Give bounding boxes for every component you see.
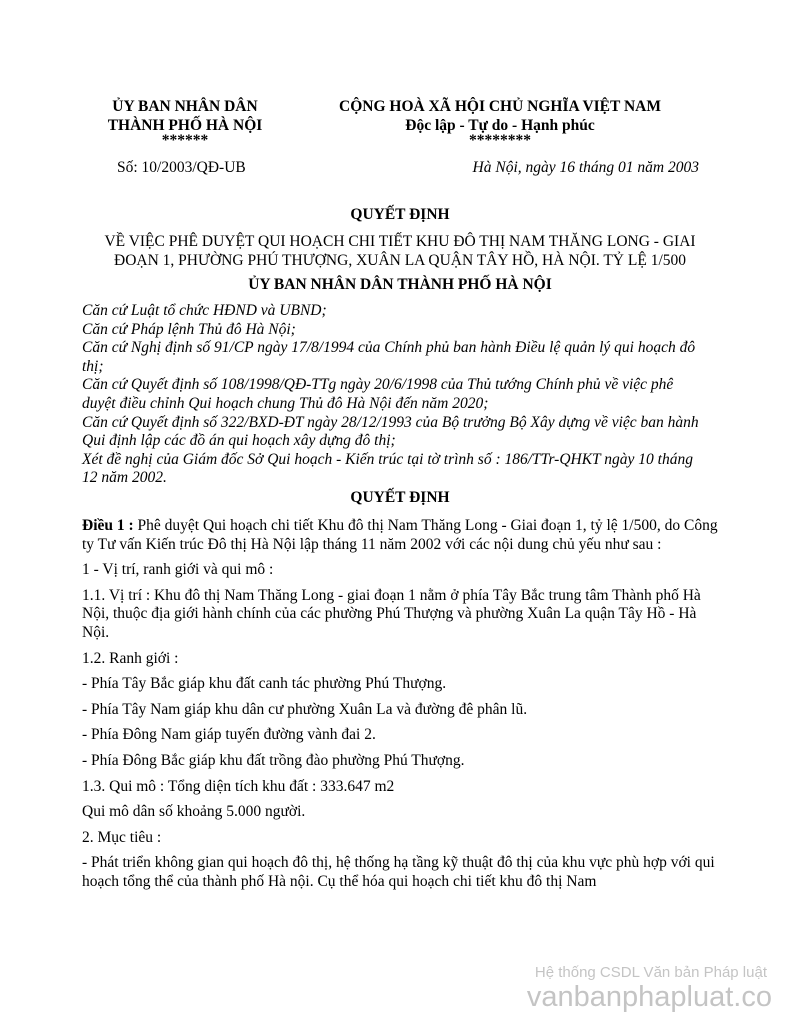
article-1-text: Phê duyệt Qui hoạch chi tiết Khu đô thị Nam Thăng Long - Giai đoạn 1, tỷ lệ 1/500, do Công ty Tư vấn Kiến trúc Đô thị Hà Nội lập tháng 11 năm 2002 với các nội dung chủ yếu như sau :	[82, 517, 718, 553]
issuer-city: THÀNH PHỐ HÀ NỘI	[107, 117, 263, 134]
subject-line-2: ĐOẠN 1, PHƯỜNG PHÚ THƯỢNG, XUÂN LA QUẬN TÂY HỒ, HÀ NỘI. TỶ LỆ 1/500	[114, 252, 686, 269]
issuer-name: ỦY BAN NHÂN DÂN	[112, 98, 258, 115]
basis-item: Căn cứ Quyết định số 108/1998/QĐ-TTg ngày 20/6/1998 của Thủ tướng Chính phủ về việc phê duyệt điều chỉnh Qui hoạch chung Thủ đô Hà Nội đến năm 2020;	[82, 376, 674, 412]
body-paragraph: - Phía Tây Bắc giáp khu đất canh tác phường Phú Thượng.	[82, 675, 447, 693]
legal-basis	[82, 302, 702, 488]
watermark-caption: Hệ thống CSDL Văn bản Pháp luật	[534, 964, 767, 981]
motto-stars: ********	[469, 132, 531, 149]
article-1-label: Điều 1 :	[82, 517, 134, 534]
basis-item: Căn cứ Nghị định số 91/CP ngày 17/8/1994 của Chính phủ ban hành Điều lệ quản lý qui hoạch đô thị;	[82, 339, 696, 375]
body-paragraph: - Phía Tây Nam giáp khu dân cư phường Xuân La và đường đê phân lũ.	[82, 700, 528, 718]
body-paragraph: - Phát triển không gian qui hoạch đô thị, hệ thống hạ tầng kỹ thuật đô thị của khu vực phù hợp với qui hoạch tổng thể của thành phố Hà nội. Cụ thể hóa qui hoạch chi tiết khu đô thị Nam	[82, 854, 715, 890]
body-paragraph: Qui mô dân số khoảng 5.000 người.	[82, 803, 306, 821]
body-paragraph: 1.1. Vị trí : Khu đô thị Nam Thăng Long - giai đoạn 1 nằm ở phía Tây Bắc trung tâm Thành phố Hà Nội, thuộc địa giới hành chính của các phường Phú Thượng và phường Xuân La quận Tây Hồ - Hà Nội.	[82, 586, 701, 641]
issuer-block	[95, 97, 275, 147]
document-title: QUYẾT ĐỊNH	[350, 206, 450, 223]
motto: Độc lập - Tự do - Hạnh phúc	[405, 117, 595, 134]
body-paragraph: - Phía Đông Nam giáp tuyến đường vành đai 2.	[82, 726, 376, 744]
basis-item: Căn cứ Pháp lệnh Thủ đô Hà Nội;	[82, 320, 296, 338]
national-motto-block	[300, 97, 700, 147]
basis-item: Căn cứ Quyết định số 322/BXD-ĐT ngày 28/12/1993 của Bộ trưởng Bộ Xây dựng về việc ban hành Qui định lập các đồ án qui hoạch xây dựng đô thị;	[82, 413, 699, 450]
document-subject	[90, 232, 710, 270]
body-paragraph: 2. Mục tiêu :	[82, 828, 162, 846]
basis-item: Xét đề nghị của Giám đốc Sở Qui hoạch - Kiến trúc tại tờ trình số : 186/TTr-QHKT ngày 10 tháng 12 năm 2002.	[82, 450, 693, 487]
basis-item: Căn cứ Luật tổ chức HĐND và UBND;	[82, 302, 327, 319]
watermark-site: vanbanphapluat.co	[526, 981, 772, 1013]
document-body	[82, 517, 722, 899]
body-paragraph: 1.2. Ranh giới :	[82, 649, 179, 667]
country-name: CỘNG HOÀ XÃ HỘI CHỦ NGHĨA VIỆT NAM	[339, 98, 661, 115]
document-number: Số: 10/2003/QĐ-UB	[117, 159, 246, 176]
document-date: Hà Nội, ngày 16 tháng 01 năm 2003	[472, 159, 699, 176]
subject-line-1: VỀ VIỆC PHÊ DUYỆT QUI HOẠCH CHI TIẾT KHU ĐÔ THỊ NAM THĂNG LONG - GIAI	[104, 233, 696, 250]
body-paragraph: 1.3. Qui mô : Tổng diện tích khu đất : 333.647 m2	[82, 777, 395, 795]
article-1	[82, 517, 722, 554]
body-paragraph: - Phía Đông Bắc giáp khu đất trồng đào phường Phú Thượng.	[82, 751, 465, 769]
issuing-authority: ỦY BAN NHÂN DÂN THÀNH PHỐ HÀ NỘI	[248, 276, 552, 293]
decision-heading: QUYẾT ĐỊNH	[350, 489, 450, 506]
body-paragraph: 1 - Vị trí, ranh giới và qui mô :	[82, 561, 274, 579]
issuer-stars: ******	[161, 132, 209, 149]
